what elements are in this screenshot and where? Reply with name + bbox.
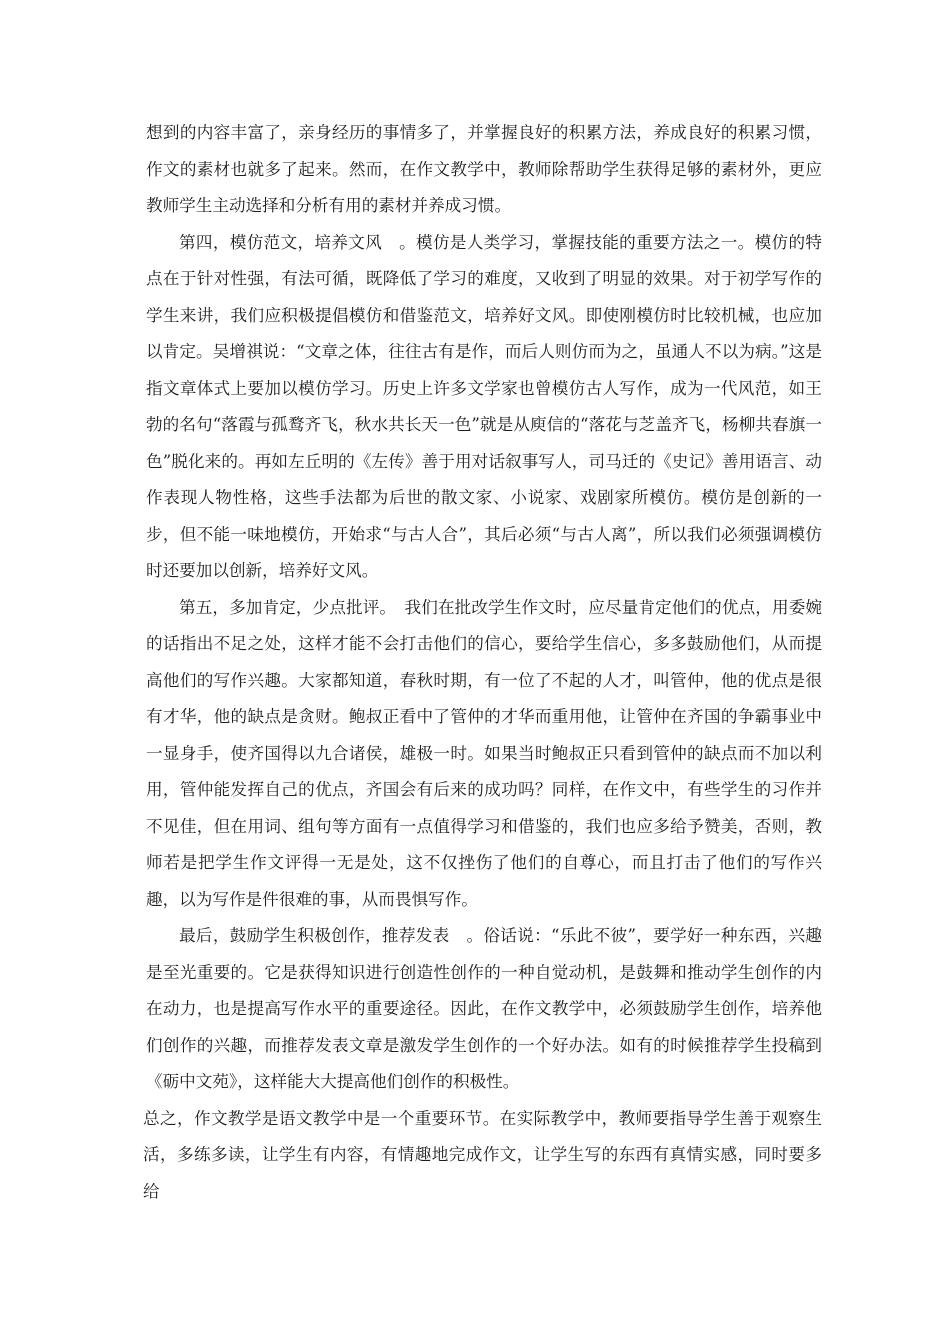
paragraph-conclusion: 总之，作文教学是语文教学中是一个重要环节。在实际教学中，教师要指导学生善于观察生活，多练多读，让学生有内容，有情趣地完成作文，让学生写的东西有真情实感，同时要多给 (143, 1108, 822, 1201)
paragraph-imitate-model-essays: 第四，模仿范文，培养文风 。模仿是人类学习，掌握技能的重要方法之一。模仿的特点在于针对性强，有法可循，既降低了学习的难度，又收到了明显的效果。对于初学写作的学生来讲，我们应积极提倡模仿和借鉴范文，培养好文风。即使刚模仿时比较机械，也应加以肯定。吴增祺说：“文章之体，往往古有是作，而后人则仿而为之，虽通人不以为病。”这是指文章体式上要加以模仿学习。历史上许多文学家也曾模仿古人写作，成为一代风范，如王勃的名句“落霞与孤鹜齐飞，秋水共长天一色”就是从庾信的“落花与芝盖齐飞，杨柳共春旗一色”脱化来的。再如左丘明的《左传》善于用对话叙事写人，司马迁的《史记》善用语言、动作表现人物性格，这些手法都为后世的散文家、小说家、戏剧家所模仿。模仿是创新的一步，但不能一味地模仿，开始求“与古人合”，其后必须“与古人离”，所以我们必须强调模仿时还要加以创新，培养好文风。 (146, 232, 822, 580)
document-body (143, 115, 822, 1210)
paragraph-praise-more: 第五，多加肯定，少点批评。 我们在批改学生作文时，应尽量肯定他们的优点，用委婉的话指出不足之处，这样才能不会打击他们的信心，要给学生信心，多多鼓励他们，从而提高他们的写作兴趣。大家都知道，春秋时期，有一位了不起的人才，叫管仲，他的优点是很有才华，他的缺点是贪财。鲍叔正看中了管仲的才华而重用他，让管仲在齐国的争霸事业中一显身手，使齐国得以九合诸侯，雄极一时。如果当时鲍叔正只看到管仲的缺点而不加以利用，管仲能发挥自己的优点，齐国会有后来的成功吗？同样，在作文中，有些学生的习作并不见佳，但在用词、组句等方面有一点值得学习和借鉴的，我们也应多给予赞美，否则，教师若是把学生作文评得一无是处，这不仅挫伤了他们的自尊心，而且打击了他们的写作兴趣，以为写作是件很难的事，从而畏惧写作。 (146, 597, 822, 909)
paragraph-encourage-creation: 最后，鼓励学生积极创作，推荐发表 。俗话说：“乐此不彼”，要学好一种东西，兴趣是至光重要的。它是获得知识进行创造性创作的一种自觉动机，是鼓舞和推动学生创作的内在动力，也是提高写作水平的重要途径。因此，在作文教学中，必须鼓励学生创作，培养他们创作的兴趣，而推荐发表文章是激发学生创作的一个好办法。如有的时候推荐学生投稿到《砺中文苑》，这样能大大提高他们创作的积极性。 (146, 926, 822, 1091)
paragraph-continued: 想到的内容丰富了，亲身经历的事情多了，并掌握良好的积累方法，养成良好的积累习惯，作文的素材也就多了起来。然而，在作文教学中，教师除帮助学生获得足够的素材外，更应教师学生主动选择和分析有用的素材并养成习惯。 (146, 123, 822, 215)
